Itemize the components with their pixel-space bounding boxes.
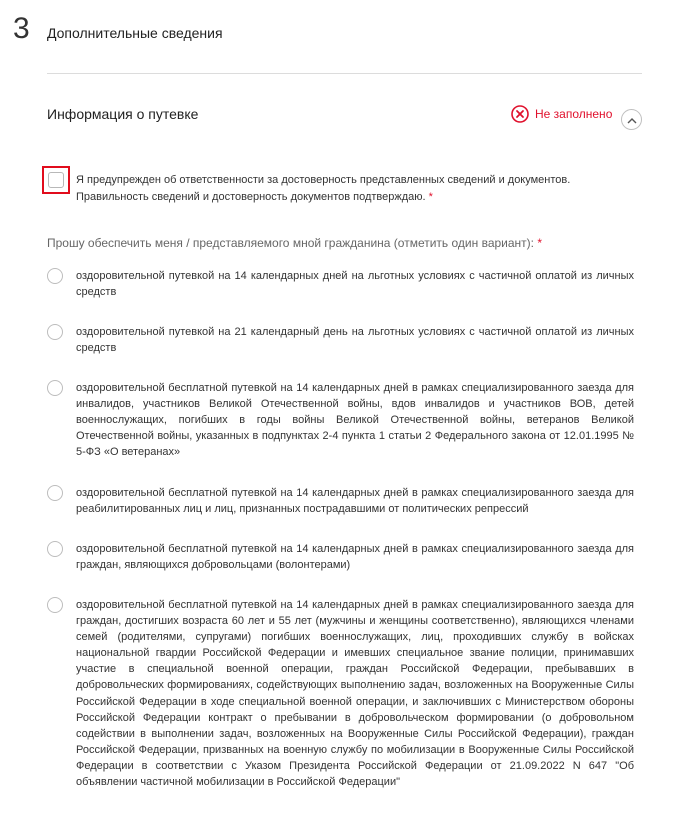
option-label: оздоровительной бесплатной путевкой на 14 календарных дней в рамках специализированного заезда для граждан, являющихся добровольцами (волонтерами)	[76, 543, 634, 572]
section-title: Информация о путевке	[47, 106, 199, 122]
divider	[47, 73, 642, 74]
consent-text: Я предупрежден об ответственности за достоверность представленных сведений и документов. Правильность сведений и достоверность документов подтверждаю.	[76, 174, 571, 203]
option-label: оздоровительной бесплатной путевкой на 14 календарных дней в рамках специализированного заезда для инвалидов, участников Великой Отечественной войны, вдов инвалидов и участников ВОВ, детей военнослужащих, погибших в годы войны Великой Отечественной войны, ветеранов Великой Отечественной войны, указанных в подпунктах 2-4 пункта 1 статьи 2 Федерального закона от 12.01.1995 № 5-ФЗ «О ветеранах»	[76, 382, 634, 459]
status-text: Не заполнено	[535, 107, 613, 121]
checkbox-box	[48, 172, 64, 188]
radio-button[interactable]	[47, 485, 63, 501]
radio-button[interactable]	[47, 324, 63, 340]
option-label: оздоровительной путевкой на 21 календарный день на льготных условиях с частичной оплатой из личных средств	[76, 326, 634, 355]
radio-button[interactable]	[47, 268, 63, 284]
step-title: Дополнительные сведения	[47, 25, 223, 41]
option-label: оздоровительной бесплатной путевкой на 14 календарных дней в рамках специализированного заезда для граждан, достигших возраста 60 лет и 55 лет (мужчины и женщины соответственно), являющихся членами семей (родителями, супругами) погибших военнослужащих, лиц, проходивших службу в войсках национальной гвардии Российской Федерации и имевших специальное звание полиции, принимавших участие в специальной военной операции, граждан Российской Федерации, пребывавших в добровольческих формированиях, содействующих выполнению задач, возложенных на Вооруженные Силы Российской Федерации в ходе специальной военной операции, и заключивших с Министерством обороны Российской Федерации контракт о пребывании в добровольческом формировании (о добровольном содействии в выполнении задач, возложенных на Вооруженные Силы Российской Федерации), граждан Российской Федерации, призванных на военную службу по мобилизации в Вооруженные Силы Российской Федерации в соответствии с Указом Президента Российской Федерации от 21.09.2022 N 647 "Об объявлении частичной мобилизации в Российской Федерации"	[76, 599, 634, 789]
required-mark: *	[537, 236, 543, 250]
radio-button[interactable]	[47, 380, 63, 396]
required-mark: *	[428, 191, 433, 203]
collapse-section-button[interactable]	[621, 109, 642, 130]
option-label: оздоровительной бесплатной путевкой на 14 календарных дней в рамках специализированного заезда для реабилитированных лиц и лиц, признанных пострадавшими от политических репрессий	[76, 487, 634, 516]
radio-button[interactable]	[47, 597, 63, 613]
question-label	[47, 236, 542, 250]
chevron-up-icon	[627, 111, 637, 129]
consent-label	[76, 172, 596, 206]
option-label: оздоровительной путевкой на 14 календарных дней на льготных условиях с частичной оплатой из личных средств	[76, 270, 634, 299]
error-circle-icon	[511, 105, 529, 123]
step-number: 3	[13, 12, 30, 45]
consent-checkbox[interactable]	[42, 166, 70, 194]
question-text: Прошу обеспечить меня / представляемого мной гражданина (отметить один вариант):	[47, 236, 535, 250]
status-badge	[511, 104, 612, 124]
radio-button[interactable]	[47, 541, 63, 557]
